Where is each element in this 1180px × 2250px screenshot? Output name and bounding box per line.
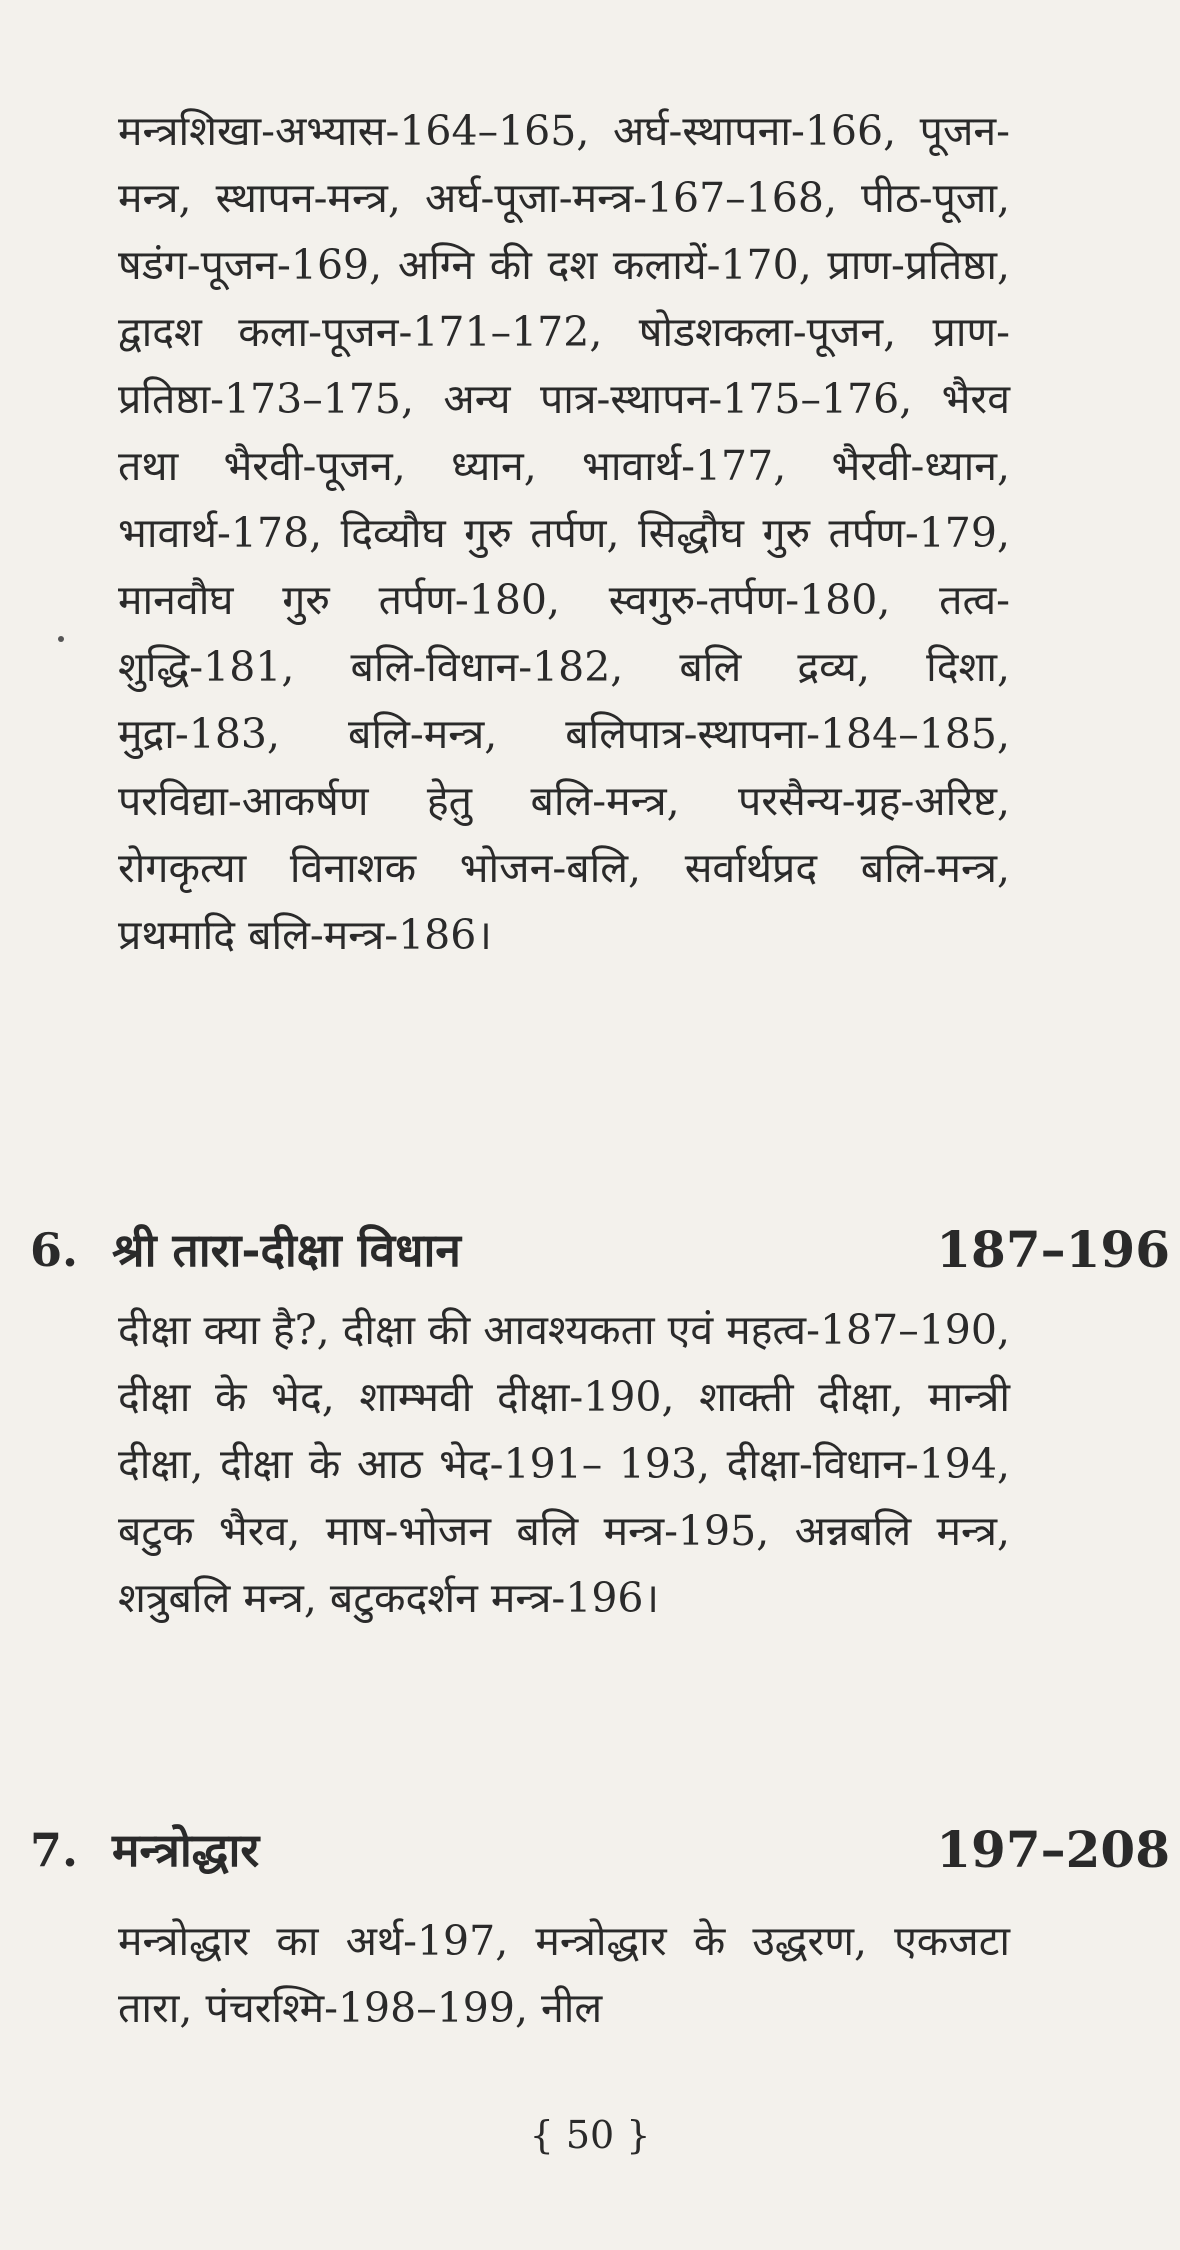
section-7-title: मन्त्रोद्धार	[112, 1823, 260, 1877]
section-6-heading	[30, 1215, 1170, 1285]
page-number: { 50 }	[529, 2113, 651, 2157]
section-6-number: 6.	[30, 1223, 79, 1277]
section-6-page-range: 187–196	[936, 1220, 1170, 1279]
section-6-text: दीक्षा क्या है?, दीक्षा की आवश्यकता एवं महत्व-187–190, दीक्षा के भेद, शाम्भवी दीक्षा-190, शाक्ती दीक्षा, मान्त्री दीक्षा, दीक्षा के आठ भेद-191– 193, दीक्षा-विधान-194, बटुक भैरव, माष-भोजन बलि मन्त्र-195, अन्नबलि मन्त्र, शत्रुबलि मन्त्र, बटुकदर्शन मन्त्र-196।	[118, 1306, 1010, 1622]
section-7-heading	[30, 1815, 1170, 1885]
section-7-page-range: 197–208	[936, 1820, 1170, 1879]
section-7-text: मन्त्रोद्धार का अर्थ-197, मन्त्रोद्धार के उद्धरण, एकजटा तारा, पंचरश्मि-198–199, नील	[118, 1917, 1010, 2032]
section-7-number: 7.	[30, 1823, 79, 1877]
section-6-title: श्री तारा-दीक्षा विधान	[112, 1223, 461, 1277]
section-5-continued-text: मन्त्रशिखा-अभ्यास-164–165, अर्घ-स्थापना-166, पूजन-मन्त्र, स्थापन-मन्त्र, अर्घ-पूजा-मन्त्र-167–168, पीठ-पूजा, षडंग-पूजन-169, अग्नि की दश कलायें-170, प्राण-प्रतिष्ठा, द्वादश कला-पूजन-171–172, षोडशकला-पूजन, प्राण-प्रतिष्ठा-173–175, अन्य पात्र-स्थापन-175–176, भैरव तथा भैरवी-पूजन, ध्यान, भावार्थ-177, भैरवी-ध्यान, भावार्थ-178, दिव्यौघ गुरु तर्पण, सिद्धौघ गुरु तर्पण-179, मानवौघ गुरु तर्पण-180, स्वगुरु-तर्पण-180, तत्व-शुद्धि-181, बलि-विधान-182, बलि द्रव्य, दिशा, मुद्रा-183, बलि-मन्त्र, बलिपात्र-स्थापना-184–185, परविद्या-आकर्षण हेतु बलि-मन्त्र, परसैन्य-ग्रह-अरिष्ट, रोगकृत्या विनाशक भोजन-बलि, सर्वार्थप्रद बलि-मन्त्र, प्रथमादि बलि-मन्त्र-186।	[118, 107, 1010, 959]
print-speck	[58, 636, 64, 642]
